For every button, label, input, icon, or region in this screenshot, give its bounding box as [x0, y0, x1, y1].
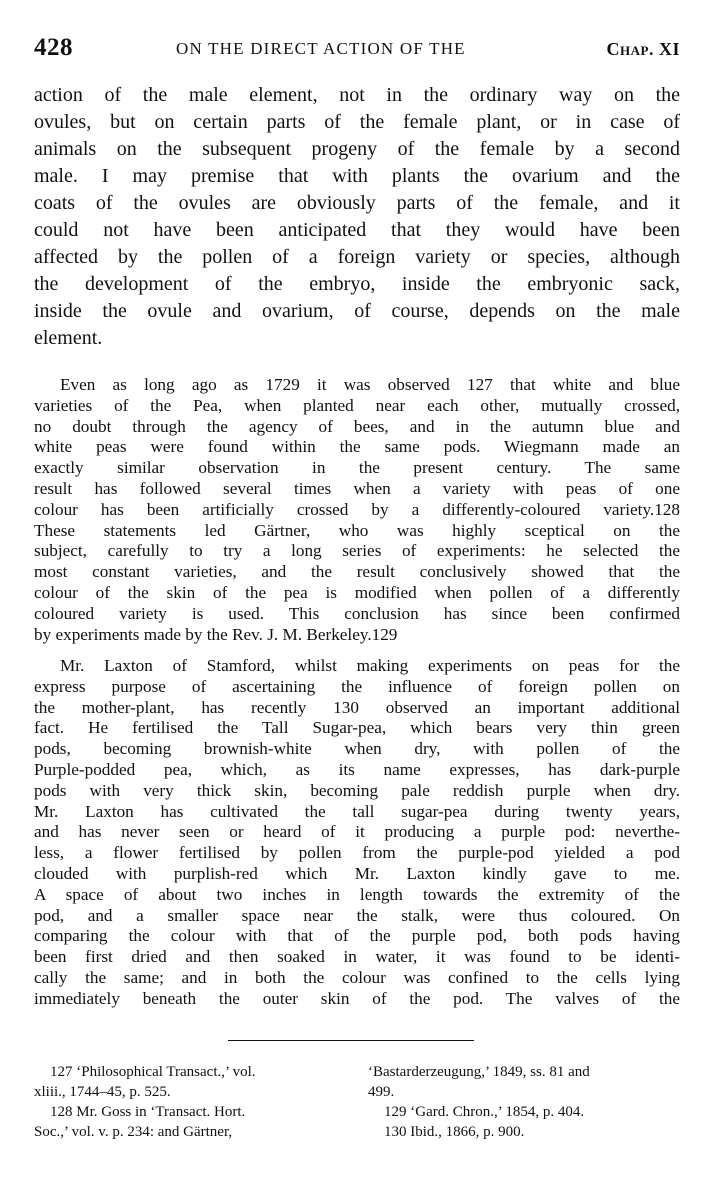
text-line: express purpose of ascertaining the influence of foreign pollen on: [34, 676, 680, 696]
text-line: ovules, but on certain parts of the female plant, or in case of: [34, 111, 680, 133]
text-line: These statements led Gärtner, who was highly sceptical on the: [34, 520, 680, 540]
text-line: clouded with purplish-red which Mr. Laxton kindly gave to me.: [34, 863, 680, 883]
text-line: male. I may premise that with plants the ovarium and the: [34, 165, 680, 187]
text-line: Mr. Laxton of Stamford, whilst making experiments on peas for the: [60, 656, 680, 675]
footnotes-left-column: [34, 1062, 344, 1142]
text-line: result has followed several times when a variety with peas of one: [34, 478, 680, 498]
text-line: and has never seen or heard of it producing a purple pod: neverthe-: [34, 822, 680, 842]
text-line: colour of the skin of the pea is modified when pollen of a differently: [34, 582, 680, 602]
text-line: action of the male element, not in the ordinary way on the: [34, 84, 680, 106]
running-head: [34, 34, 680, 64]
chapter-label: Chap. XI: [606, 39, 680, 59]
footnote-line: xliii., 1744–45, p. 525.: [34, 1084, 171, 1100]
text-line: exactly similar observation in the present century. The same: [34, 458, 680, 478]
text-line: inside the ovule and ovarium, of course, depends on the male: [34, 300, 680, 322]
text-line: could not have been anticipated that they would have been: [34, 219, 680, 241]
text-line: colour has been artificially crossed by a differently-coloured variety.128: [34, 499, 680, 519]
page-number: 428: [34, 34, 73, 61]
paragraph-3: [34, 656, 680, 1010]
footnote-line: 130 Ibid., 1866, p. 900.: [384, 1124, 525, 1140]
text-line: Even as long ago as 1729 it was observed 127 that white and blue: [60, 375, 680, 394]
text-line: A space of about two inches in length towards the extremity of the: [34, 884, 680, 904]
text-line: Purple-podded pea, which, as its name expresses, has dark-purple: [34, 759, 680, 779]
text-line: white peas were found within the same pods. Wiegmann made an: [34, 437, 680, 457]
text-line: been first dried and then soaked in water, it was found to be identi-: [34, 947, 680, 967]
text-line: element.: [34, 327, 103, 349]
text-line: subject, carefully to try a long series of experiments: he selected the: [34, 541, 680, 561]
text-line: no doubt through the agency of bees, and in the autumn blue and: [34, 416, 680, 436]
text-line: less, a flower fertilised by pollen from the purple-pod yielded a pod: [34, 843, 680, 863]
text-line: the development of the embryo, inside the embryonic sack,: [34, 273, 680, 295]
text-line: fact. He fertilised the Tall Sugar-pea, which bears very thin green: [34, 718, 680, 738]
text-line: animals on the subsequent progeny of the female by a second: [34, 138, 680, 160]
text-line: pods with very thick skin, becoming pale reddish purple when dry.: [34, 780, 680, 800]
text-line: most constant varieties, and the result conclusively showed that the: [34, 562, 680, 582]
footnote-line: Soc.,’ vol. v. p. 234: and Gärtner,: [34, 1124, 233, 1140]
footnote-line: 499.: [368, 1084, 395, 1100]
text-line: Mr. Laxton has cultivated the tall sugar-pea during twenty years,: [34, 801, 680, 821]
text-line: by experiments made by the Rev. J. M. Berkeley.129: [34, 624, 398, 644]
footnote-line: ‘Bastarderzeugung,’ 1849, ss. 81 and: [368, 1064, 590, 1080]
paragraph-2: [34, 375, 680, 645]
footnote-line: 128 Mr. Goss in ‘Transact. Hort.: [50, 1104, 246, 1120]
text-line: affected by the pollen of a foreign variety or species, although: [34, 246, 680, 268]
text-line: coats of the ovules are obviously parts of the female, and it: [34, 192, 680, 214]
footnote-divider: [228, 1040, 474, 1041]
paragraph-1: [34, 82, 680, 352]
footnote-line: 127 ‘Philosophical Transact.,’ vol.: [50, 1064, 256, 1080]
footnotes-right-column: [368, 1062, 680, 1142]
text-line: cally the same; and in both the colour was confined to the cells lying: [34, 967, 680, 987]
running-title: ON THE DIRECT ACTION OF THE: [176, 39, 466, 58]
text-line: pod, and a smaller space near the stalk, were thus coloured. On: [34, 905, 680, 925]
text-line: pods, becoming brownish-white when dry, with pollen of the: [34, 739, 680, 759]
text-line: the mother-plant, has recently 130 observed an important additional: [34, 697, 680, 717]
footnote-line: 129 ‘Gard. Chron.,’ 1854, p. 404.: [384, 1104, 585, 1120]
text-line: comparing the colour with that of the purple pod, both pods having: [34, 926, 680, 946]
text-line: varieties of the Pea, when planted near each other, mutually crossed,: [34, 395, 680, 415]
text-line: immediately beneath the outer skin of the pod. The valves of the: [34, 988, 680, 1008]
text-line: coloured variety is used. This conclusion has since been confirmed: [34, 603, 680, 623]
